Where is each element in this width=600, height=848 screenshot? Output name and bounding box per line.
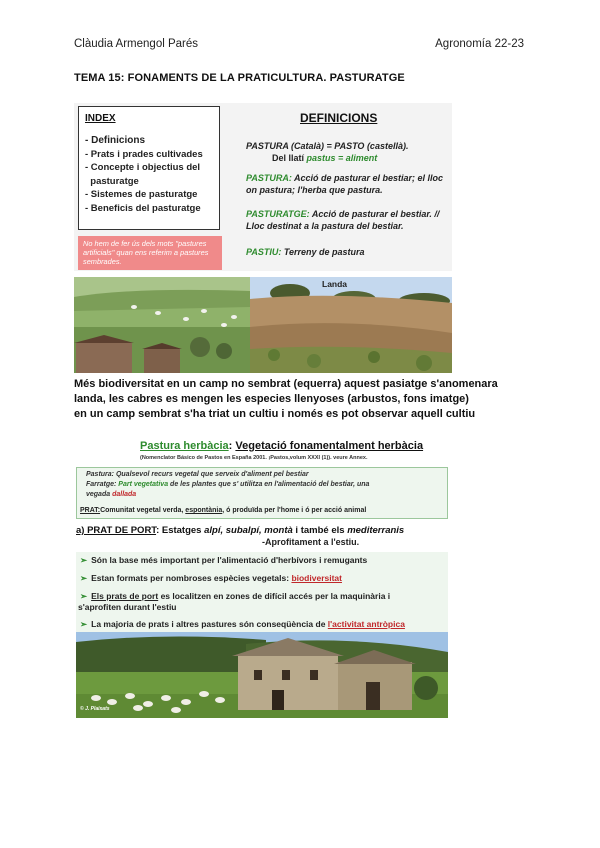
pastura-definition bbox=[86, 471, 309, 478]
farmhouse-photo bbox=[76, 632, 448, 718]
list-item-cont: s'aprofiten durant l'estiu bbox=[78, 602, 177, 612]
definition-pastiu bbox=[246, 247, 450, 259]
highlight: Els prats de port bbox=[91, 591, 159, 601]
term: PASTURA: bbox=[246, 173, 292, 183]
landa-label: Landa bbox=[322, 279, 348, 289]
label: PRAT: bbox=[80, 507, 101, 514]
paragraph-line: landa, les cabres es mengen les especies llenyoses (arbustos, fons imatge) bbox=[74, 393, 469, 405]
index-item: - Sistemes de pasturatge bbox=[85, 189, 198, 200]
body-paragraph bbox=[74, 377, 498, 422]
text: de les plantes que s' utilitza en l'alimentació del bestiar, una bbox=[168, 481, 370, 488]
text: La majoria de prats i altres pastures són conseqüència de bbox=[91, 619, 328, 629]
italic-text: alpí, subalpí, montà bbox=[204, 525, 293, 536]
index-title: INDEX bbox=[85, 113, 116, 124]
list-item bbox=[80, 591, 390, 602]
etymology-prefix: Del llatí bbox=[272, 153, 307, 163]
italic-text: mediterranis bbox=[347, 525, 405, 536]
definitions-title: DEFINICIONS bbox=[300, 111, 378, 125]
text: Estan formats per nombroses espècies vegetals: bbox=[91, 573, 292, 583]
prat-definition bbox=[80, 507, 366, 514]
label: Farratge: bbox=[86, 481, 117, 488]
arrow-icon: ➢ bbox=[80, 619, 88, 629]
title-text: Vegetació fonamentalment herbàcia bbox=[235, 440, 424, 452]
header-course: Agronomía 22-23 bbox=[435, 38, 524, 50]
header-author: Clàudia Armengol Parés bbox=[74, 38, 199, 50]
farratge-definition bbox=[86, 481, 369, 488]
label: Pastura: bbox=[86, 471, 115, 478]
term-text: Acció de pasturar el bestiar. // Lloc destinat a la pastura del bestiar. bbox=[246, 209, 440, 231]
definition-pasturatge bbox=[246, 209, 450, 232]
prat-de-port-heading bbox=[76, 525, 404, 536]
term: PASTURATGE: bbox=[246, 209, 310, 219]
paragraph-line: en un camp sembrat s'ha triat un cultiu i només es pot observar aquell cultiu bbox=[74, 408, 476, 420]
term: PASTIU: bbox=[246, 247, 282, 257]
highlight: biodiversitat bbox=[291, 573, 342, 583]
index-box bbox=[78, 106, 220, 230]
highlight: Part vegetativa bbox=[116, 481, 169, 488]
index-item: - Concepte i objectius del bbox=[85, 162, 201, 173]
slide2-title: Pastura herbàcia: Vegetació fonamentalment herbàcia bbox=[140, 440, 424, 452]
arrow-icon: ➢ bbox=[80, 591, 88, 601]
list-item bbox=[80, 573, 342, 584]
highlight: l'activitat antròpica bbox=[327, 619, 405, 629]
paragraph-line: Més biodiversitat en un camp no sembrat (equerra) aquest pasiatge s'anomenara bbox=[74, 378, 498, 390]
text: Qualsevol recurs vegetal que serveix d'aliment pel bestiar bbox=[114, 471, 309, 478]
prat-de-port-sub: -Aprofitament a l'estiu. bbox=[262, 537, 360, 547]
highlight: espontània bbox=[185, 507, 223, 514]
definition-pastura-2 bbox=[246, 173, 450, 196]
list-item bbox=[80, 619, 405, 630]
text: vegada bbox=[86, 491, 113, 498]
text: Són la base més important per l'alimentació d'herbívors i remugants bbox=[91, 555, 368, 565]
arrow-icon: ➢ bbox=[80, 573, 88, 583]
arrow-icon: ➢ bbox=[80, 555, 88, 565]
term-text: Acció de pasturar el bestiar; el lloc on pastura; l'herba que pastura. bbox=[246, 173, 444, 195]
landscape-photo bbox=[74, 277, 452, 373]
text: es localitzen en zones de difícil accés per la maquinària i bbox=[158, 591, 391, 601]
slide-definitions bbox=[74, 103, 452, 271]
photo-credit: © J. Plaixats bbox=[80, 706, 110, 712]
index-item: - Prats i prades cultivades bbox=[85, 148, 203, 160]
page-title: TEMA 15: FONAMENTS DE LA PRATICULTURA. PASTURATGE bbox=[74, 72, 405, 84]
text: : Estatges bbox=[156, 525, 205, 536]
index-item: - Beneficis del pasturatge bbox=[85, 202, 201, 214]
bullet-list bbox=[76, 552, 448, 632]
list-item bbox=[80, 555, 367, 566]
etymology-term: pastus = aliment bbox=[306, 153, 378, 163]
slide-pastura-herbacia bbox=[74, 430, 452, 718]
note-box: No hem de fer ús dels mots "pastures artificials" quan ens referim a pastures sembrades. bbox=[78, 236, 222, 270]
farmhouse-illustration bbox=[76, 632, 448, 718]
definition-pastura: PASTURA (Català) = PASTO (castellà). bbox=[246, 141, 409, 151]
highlight: dallada bbox=[112, 491, 137, 498]
index-item: - Definicions bbox=[85, 135, 146, 146]
text: Comunitat vegetal verda, bbox=[100, 507, 186, 514]
text: , ó produïda per l'home i ó per acció animal bbox=[222, 507, 367, 514]
title-term: Pastura herbàcia bbox=[140, 440, 229, 452]
text: i també els bbox=[292, 525, 348, 536]
term-text: Terreny de pastura bbox=[281, 247, 365, 257]
index-item: pasturatge bbox=[85, 175, 139, 187]
heading-term: a) PRAT DE PORT bbox=[76, 525, 157, 536]
definition-etymology bbox=[272, 153, 476, 165]
slide2-subtitle: (Nomenclator Básico de Pastos en España 2001. ¡Pastos,volum XXXI (1)). veure Annex. bbox=[140, 455, 368, 461]
landscape-illustration bbox=[74, 277, 452, 373]
farratge-definition-cont bbox=[86, 491, 136, 498]
